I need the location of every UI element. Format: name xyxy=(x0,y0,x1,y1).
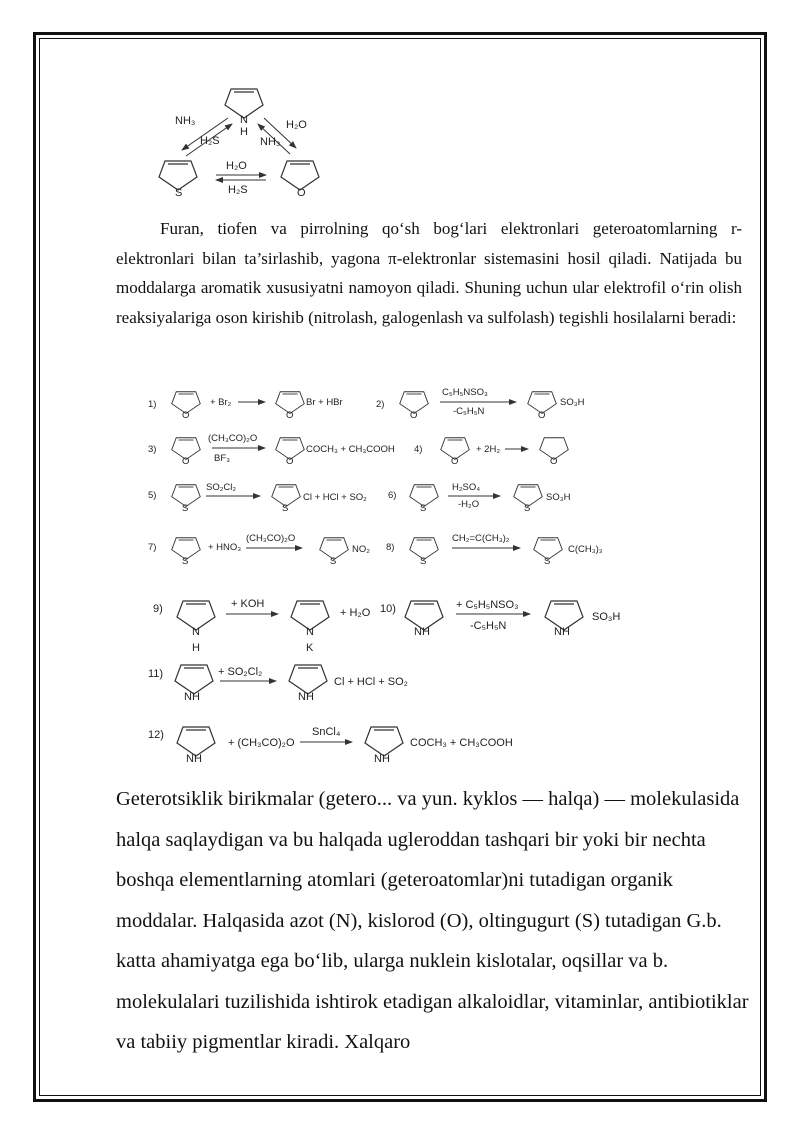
svg-text:H₂O: H₂O xyxy=(286,119,307,131)
svg-text:11): 11) xyxy=(148,668,164,680)
svg-text:O: O xyxy=(286,456,294,467)
svg-text:NH₃: NH₃ xyxy=(260,136,281,148)
svg-text:+ Br₂: + Br₂ xyxy=(210,397,232,408)
svg-text:12): 12) xyxy=(148,729,164,741)
svg-text:COCH₃ + CH₃COOH: COCH₃ + CH₃COOH xyxy=(306,444,395,455)
svg-text:N: N xyxy=(240,114,248,126)
reactions-pyrrole xyxy=(148,598,620,765)
svg-text:5): 5) xyxy=(148,490,157,501)
svg-text:-H₂O: -H₂O xyxy=(458,499,480,510)
svg-text:C₅H₅NSO₃: C₅H₅NSO₃ xyxy=(442,387,488,398)
svg-text:SO₃H: SO₃H xyxy=(592,611,621,623)
svg-text:O: O xyxy=(297,187,306,199)
svg-text:S: S xyxy=(330,556,337,567)
svg-text:H₂S: H₂S xyxy=(228,184,248,196)
svg-text:1): 1) xyxy=(148,399,157,410)
svg-text:(CH₃CO)₂O: (CH₃CO)₂O xyxy=(246,533,296,544)
svg-text:BF₃: BF₃ xyxy=(214,453,231,464)
svg-text:8): 8) xyxy=(386,542,395,553)
svg-text:S: S xyxy=(420,503,427,514)
svg-text:NH: NH xyxy=(184,691,200,703)
svg-text:S: S xyxy=(420,556,427,567)
svg-text:H₂S: H₂S xyxy=(200,135,220,147)
svg-text:H: H xyxy=(240,126,248,138)
svg-text:S: S xyxy=(524,503,531,514)
svg-text:10): 10) xyxy=(380,603,396,615)
svg-text:NH: NH xyxy=(186,753,202,765)
svg-text:NH: NH xyxy=(298,691,314,703)
svg-text:O: O xyxy=(182,410,190,421)
paragraph-heterocyclic-definition: Geterotsiklik birikmalar (getero... va yun. kyklos — halqa) — molekulasida halqa saqlaydigan va bu halqada ugleroddan tashqari bir yoki bir nechta boshqa elementlarning atomlari (geteroatomlar)ni tutadigan organik moddalar. Halqasida azot (N), kislorod (O), oltingugurt (S) tutadigan G.b. katta ahamiyatga ega bo‘lib, ularga nuklein kislotalar, oqsillar va b. molekulalari tuzilishida ishtirok etadigan alkaloidlar, vitaminlar, antibiotiklar va tabiiy pigmentlar kiradi. Xalqaro xyxy=(116,788,749,1053)
svg-text:SO₃H: SO₃H xyxy=(546,492,571,503)
svg-text:3): 3) xyxy=(148,444,157,455)
paragraph-aromaticity: Furan, tiofen va pirrolning qo‘sh bog‘lari elektronlari geteroatomlarning r-elektronlari bilan ta’sirlashib, yagona π-elektronlar sistemasini hosil qiladi. Natijada bu moddalarga aromatik xususiyatni namoyon qiladi. Shuning uchun ular elektrofil o‘rin olish reaksiyalariga oson kirishib (nitrolash, galogenlash va sulfolash) tegishli hosilalarni beradi: xyxy=(116,219,742,327)
svg-text:S: S xyxy=(182,503,189,514)
svg-text:2): 2) xyxy=(376,399,385,410)
svg-text:S: S xyxy=(282,503,289,514)
svg-text:H₂SO₄: H₂SO₄ xyxy=(452,482,481,493)
svg-text:NH: NH xyxy=(374,753,390,765)
svg-text:O: O xyxy=(451,456,459,467)
interconversion-scheme xyxy=(159,89,319,199)
svg-text:O: O xyxy=(538,410,546,421)
svg-text:-C₅H₅N: -C₅H₅N xyxy=(453,406,485,417)
svg-text:+ (CH₃CO)₂O: + (CH₃CO)₂O xyxy=(228,737,295,749)
svg-text:H₂O: H₂O xyxy=(226,160,247,172)
svg-text:CH₂=C(CH₃)₂: CH₂=C(CH₃)₂ xyxy=(452,533,510,544)
svg-text:Cl + HCl + SO₂: Cl + HCl + SO₂ xyxy=(334,676,408,688)
svg-text:N: N xyxy=(306,626,314,638)
svg-text:+ SO₂Cl₂: + SO₂Cl₂ xyxy=(218,666,263,678)
svg-text:+ H₂O: + H₂O xyxy=(340,607,371,619)
svg-text:NO₂: NO₂ xyxy=(352,544,370,555)
svg-text:-C₅H₅N: -C₅H₅N xyxy=(470,620,507,632)
svg-text:SnCl₄: SnCl₄ xyxy=(312,726,341,738)
svg-text:S: S xyxy=(544,556,551,567)
svg-text:O: O xyxy=(286,410,294,421)
svg-text:SO₂Cl₂: SO₂Cl₂ xyxy=(206,482,237,493)
svg-text:O: O xyxy=(410,410,418,421)
svg-text:+ HNO₃: + HNO₃ xyxy=(208,542,242,553)
svg-text:+ 2H₂: + 2H₂ xyxy=(476,444,501,455)
svg-text:Br + HBr: Br + HBr xyxy=(306,397,343,408)
svg-text:COCH₃ + CH₃COOH: COCH₃ + CH₃COOH xyxy=(410,737,513,749)
svg-text:S: S xyxy=(182,556,189,567)
svg-text:6): 6) xyxy=(388,490,397,501)
svg-text:+ KOH: + KOH xyxy=(231,598,265,610)
svg-text:9): 9) xyxy=(153,603,163,615)
svg-text:K: K xyxy=(306,642,314,654)
svg-text:H: H xyxy=(192,642,200,654)
reactions-furan-thiophene xyxy=(148,387,603,567)
svg-text:(CH₃CO)₂O: (CH₃CO)₂O xyxy=(208,433,258,444)
svg-text:4): 4) xyxy=(414,444,423,455)
svg-text:Cl + HCl + SO₂: Cl + HCl + SO₂ xyxy=(303,492,367,503)
svg-text:N: N xyxy=(192,626,200,638)
svg-text:SO₃H: SO₃H xyxy=(560,397,585,408)
svg-text:7): 7) xyxy=(148,542,157,553)
svg-text:C(CH₃)₃: C(CH₃)₃ xyxy=(568,544,603,555)
svg-text:O: O xyxy=(550,456,558,467)
svg-text:+ C₅H₅NSO₃: + C₅H₅NSO₃ xyxy=(456,599,519,611)
svg-text:NH: NH xyxy=(554,626,570,638)
svg-text:NH: NH xyxy=(414,626,430,638)
svg-text:NH₃: NH₃ xyxy=(175,115,196,127)
svg-text:S: S xyxy=(175,187,183,199)
svg-text:O: O xyxy=(182,456,190,467)
